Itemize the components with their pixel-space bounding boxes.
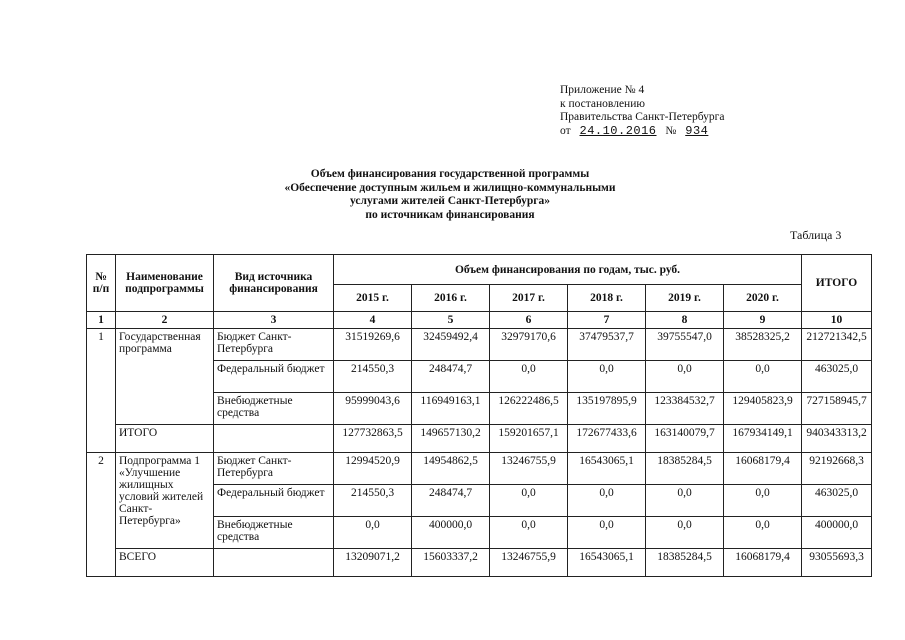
column-index: 8 — [646, 312, 724, 329]
column-index: 6 — [490, 312, 568, 329]
row-number: 1 — [87, 329, 116, 425]
annex-line-3: Правительства Санкт-Петербурга — [560, 111, 725, 123]
value-cell: 248474,7 — [412, 361, 490, 393]
value-cell: 13246755,9 — [490, 549, 568, 577]
total-cell: 212721342,5 — [802, 329, 872, 361]
value-cell: 126222486,5 — [490, 393, 568, 425]
value-cell: 16543065,1 — [568, 549, 646, 577]
funding-source: Бюджет Санкт-Петербурга — [214, 329, 334, 361]
value-cell: 214550,3 — [334, 485, 412, 517]
title-line-3: услугами жителей Санкт-Петербурга» — [350, 195, 550, 207]
annex-header — [560, 84, 725, 138]
value-cell: 0,0 — [490, 517, 568, 549]
funding-source: Федеральный бюджет — [214, 485, 334, 517]
header-num: № п/п — [87, 255, 116, 312]
table-row — [87, 329, 872, 361]
value-cell: 159201657,1 — [490, 425, 568, 453]
empty-cell — [87, 425, 116, 453]
empty-cell — [87, 549, 116, 577]
value-cell: 15603337,2 — [412, 549, 490, 577]
header-name: Наименование подпрограммы — [116, 255, 214, 312]
value-cell: 0,0 — [724, 361, 802, 393]
annex-date-line — [560, 125, 725, 139]
value-cell: 12994520,9 — [334, 453, 412, 485]
value-cell: 172677433,6 — [568, 425, 646, 453]
funding-source: Бюджет Санкт-Петербурга — [214, 453, 334, 485]
value-cell: 167934149,1 — [724, 425, 802, 453]
value-cell: 0,0 — [490, 361, 568, 393]
table-label: Таблица 3 — [790, 228, 842, 242]
value-cell: 32459492,4 — [412, 329, 490, 361]
program-name: Подпрограмма 1 «Улучшение жилищных условий жителей Санкт-Петербурга» — [116, 453, 214, 549]
value-cell: 116949163,1 — [412, 393, 490, 425]
column-index: 4 — [334, 312, 412, 329]
value-cell: 0,0 — [646, 361, 724, 393]
row-number: 2 — [87, 453, 116, 549]
empty-cell — [214, 425, 334, 453]
value-cell: 0,0 — [646, 517, 724, 549]
decree-date: 24.10.2016 — [579, 123, 657, 138]
total-cell: 463025,0 — [802, 485, 872, 517]
value-cell: 0,0 — [646, 485, 724, 517]
header-volume: Объем финансирования по годам, тыс. руб. — [334, 255, 802, 285]
value-cell: 31519269,6 — [334, 329, 412, 361]
title-line-4: по источникам финансирования — [365, 208, 535, 221]
value-cell: 123384532,7 — [646, 393, 724, 425]
financing-table — [86, 254, 872, 577]
value-cell: 135197895,9 — [568, 393, 646, 425]
column-index: 3 — [214, 312, 334, 329]
column-index-row — [87, 312, 872, 329]
program-name: Государственная программа — [116, 329, 214, 425]
funding-source: Федеральный бюджет — [214, 361, 334, 393]
value-cell: 16068179,4 — [724, 549, 802, 577]
value-cell: 0,0 — [334, 517, 412, 549]
column-index: 2 — [116, 312, 214, 329]
column-index: 9 — [724, 312, 802, 329]
header-source: Вид источника финансирования — [214, 255, 334, 312]
value-cell: 214550,3 — [334, 361, 412, 393]
value-cell: 163140079,7 — [646, 425, 724, 453]
value-cell: 16543065,1 — [568, 453, 646, 485]
column-index: 5 — [412, 312, 490, 329]
value-cell: 13246755,9 — [490, 453, 568, 485]
header-year: 2020 г. — [724, 285, 802, 312]
annex-line-2: к постановлению — [560, 97, 645, 110]
value-cell: 18385284,5 — [646, 549, 724, 577]
document-title — [200, 168, 700, 222]
header-year: 2018 г. — [568, 285, 646, 312]
value-cell: 32979170,6 — [490, 329, 568, 361]
value-cell: 39755547,0 — [646, 329, 724, 361]
column-index: 1 — [87, 312, 116, 329]
funding-source: Внебюджетные средства — [214, 393, 334, 425]
total-label: ИТОГО — [116, 425, 214, 453]
value-cell: 0,0 — [568, 361, 646, 393]
value-cell: 16068179,4 — [724, 453, 802, 485]
value-cell: 0,0 — [724, 517, 802, 549]
value-cell: 129405823,9 — [724, 393, 802, 425]
total-cell: 463025,0 — [802, 361, 872, 393]
value-cell: 37479537,7 — [568, 329, 646, 361]
total-cell: 92192668,3 — [802, 453, 872, 485]
value-cell: 14954862,5 — [412, 453, 490, 485]
header-year: 2016 г. — [412, 285, 490, 312]
value-cell: 149657130,2 — [412, 425, 490, 453]
value-cell: 13209071,2 — [334, 549, 412, 577]
value-cell: 95999043,6 — [334, 393, 412, 425]
total-cell: 93055693,3 — [802, 549, 872, 577]
header-year: 2017 г. — [490, 285, 568, 312]
total-cell: 940343313,2 — [802, 425, 872, 453]
header-total: ИТОГО — [802, 255, 872, 312]
decree-number: 934 — [685, 123, 709, 138]
number-label: № — [665, 124, 677, 137]
title-line-1: Объем финансирования государственной программы — [310, 168, 590, 180]
header-year: 2019 г. — [646, 285, 724, 312]
value-cell: 127732863,5 — [334, 425, 412, 453]
title-line-2: «Обеспечение доступным жильем и жилищно-коммунальными — [284, 181, 616, 194]
header-year: 2015 г. — [334, 285, 412, 312]
value-cell: 0,0 — [568, 485, 646, 517]
table-row — [87, 453, 872, 485]
table-row-total — [87, 549, 872, 577]
total-cell: 727158945,7 — [802, 393, 872, 425]
value-cell: 400000,0 — [412, 517, 490, 549]
from-label: от — [560, 124, 571, 137]
value-cell: 0,0 — [724, 485, 802, 517]
table-row-total — [87, 425, 872, 453]
empty-cell — [214, 549, 334, 577]
funding-source: Внебюджетные средства — [214, 517, 334, 549]
total-cell: 400000,0 — [802, 517, 872, 549]
value-cell: 0,0 — [568, 517, 646, 549]
annex-line-1: Приложение № 4 — [560, 84, 645, 96]
value-cell: 248474,7 — [412, 485, 490, 517]
value-cell: 0,0 — [490, 485, 568, 517]
total-label: ВСЕГО — [116, 549, 214, 577]
value-cell: 18385284,5 — [646, 453, 724, 485]
value-cell: 38528325,2 — [724, 329, 802, 361]
column-index: 7 — [568, 312, 646, 329]
column-index: 10 — [802, 312, 872, 329]
